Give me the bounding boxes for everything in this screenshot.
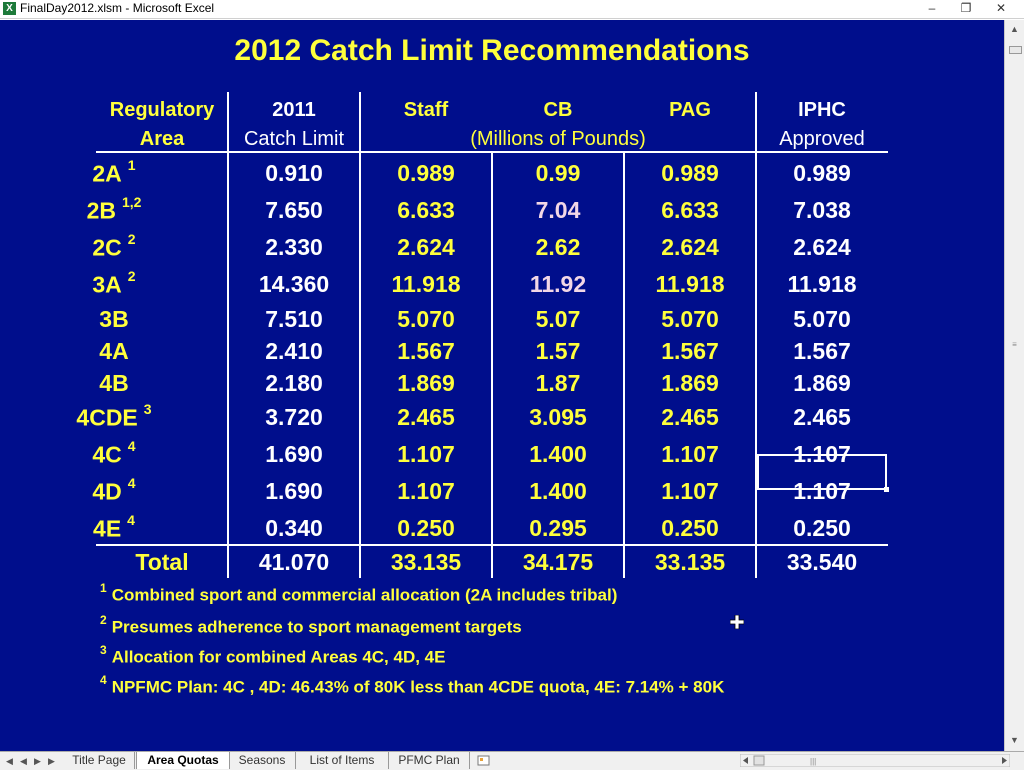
header-approved: Approved xyxy=(779,128,865,150)
cell-pag[interactable]: 1.869 xyxy=(661,370,719,396)
cell-iphc[interactable]: 7.038 xyxy=(793,197,851,223)
cell-cb[interactable]: 7.04 xyxy=(535,197,581,223)
cell-c2011[interactable]: 2.330 xyxy=(265,234,323,260)
header-regulatory: Regulatory xyxy=(109,99,215,121)
area-label[interactable] xyxy=(0,401,228,432)
header-staff: Staff xyxy=(403,99,449,121)
close-button[interactable]: ✕ xyxy=(995,1,1007,15)
area-name: 3B xyxy=(99,306,129,332)
cell-pag[interactable]: 1.567 xyxy=(661,338,719,364)
cell-pag[interactable]: 1.107 xyxy=(661,478,719,504)
cell-staff[interactable]: 2.624 xyxy=(397,234,455,260)
cell-c2011[interactable]: 1.690 xyxy=(265,441,323,467)
footnote-ref: 1,2 xyxy=(121,194,142,210)
total-pag[interactable]: 33.135 xyxy=(654,549,726,575)
area-name: 2B xyxy=(86,197,116,224)
scroll-down-icon[interactable]: ▼ xyxy=(1010,735,1019,745)
cell-iphc[interactable]: 0.250 xyxy=(793,515,851,541)
first-sheet-icon[interactable]: ◀ xyxy=(6,756,13,766)
cell-cb[interactable]: 2.62 xyxy=(535,234,581,260)
cell-c2011[interactable]: 3.720 xyxy=(265,404,323,430)
cell-cb[interactable]: 1.400 xyxy=(529,478,587,504)
cell-c2011[interactable]: 2.180 xyxy=(265,370,323,396)
cell-staff[interactable]: 2.465 xyxy=(397,404,455,430)
sheet-tab-bar xyxy=(0,751,1024,770)
area-name: 4B xyxy=(99,370,129,396)
area-label[interactable] xyxy=(0,475,228,506)
cell-c2011[interactable]: 1.690 xyxy=(265,478,323,504)
header-catch-limit: Catch Limit xyxy=(243,128,345,150)
total-2011[interactable]: 41.070 xyxy=(258,549,330,575)
cell-pag[interactable]: 0.989 xyxy=(661,160,719,186)
tab-area-quotas[interactable]: Area Quotas xyxy=(136,752,230,769)
cell-staff[interactable]: 5.070 xyxy=(397,306,455,332)
cell-pag[interactable]: 11.918 xyxy=(655,271,725,297)
cell-c2011[interactable]: 14.360 xyxy=(258,271,330,297)
area-name: 4A xyxy=(99,338,129,364)
cell-staff[interactable]: 1.869 xyxy=(397,370,455,396)
area-name: 4C xyxy=(92,441,122,468)
cell-iphc[interactable]: 1.869 xyxy=(793,370,851,396)
footnote-3: $^3$ Allocation for combined Areas 4C, 4D, 4E xyxy=(100,643,446,667)
cell-iphc[interactable]: 0.989 xyxy=(793,160,851,186)
cell-cursor-icon xyxy=(730,615,744,629)
header-pag: PAG xyxy=(669,99,711,121)
scroll-thumb[interactable] xyxy=(1009,46,1022,54)
footnote-4: $^4$ NPFMC Plan: 4C , 4D: 46.43% of 80K less than 4CDE quota, 4E: 7.14% + 80K xyxy=(100,673,725,697)
total-iphc[interactable]: 33.540 xyxy=(786,549,858,575)
window-title: FinalDay2012.xlsm - Microsoft Excel xyxy=(20,1,215,15)
scroll-up-icon[interactable]: ▲ xyxy=(1010,24,1019,34)
cell-cb[interactable]: 1.57 xyxy=(535,338,581,364)
area-label[interactable] xyxy=(0,194,228,225)
total-label[interactable]: Total xyxy=(135,549,189,575)
tab-list-of-items[interactable]: List of Items xyxy=(296,752,389,769)
footnote-2: $^2$ Presumes adherence to sport management targets xyxy=(100,613,522,637)
cell-pag[interactable]: 0.250 xyxy=(661,515,719,541)
footnote-ref: 2 xyxy=(127,231,136,247)
tab-seasons[interactable]: Seasons xyxy=(229,752,296,769)
cell-staff[interactable]: 6.633 xyxy=(397,197,455,223)
cell-c2011[interactable]: 0.340 xyxy=(265,515,323,541)
cell-staff[interactable]: 1.107 xyxy=(397,441,455,467)
area-label[interactable] xyxy=(0,231,228,262)
cell-staff[interactable]: 11.918 xyxy=(391,271,461,297)
area-label[interactable] xyxy=(0,438,228,469)
area-name: 4E xyxy=(93,515,122,542)
header-units: (Millions of Pounds) xyxy=(470,128,646,150)
cell-iphc[interactable]: 2.465 xyxy=(793,404,851,430)
area-label[interactable] xyxy=(0,512,228,543)
area-name: 3A xyxy=(92,271,122,298)
cell-pag[interactable]: 2.624 xyxy=(661,234,719,260)
footnote-ref: 3 xyxy=(143,401,152,417)
insert-sheet-icon[interactable] xyxy=(476,754,492,767)
cell-cb[interactable]: 1.400 xyxy=(529,441,587,467)
cell-c2011[interactable]: 7.510 xyxy=(265,306,323,332)
area-label[interactable] xyxy=(0,370,228,397)
cell-staff[interactable]: 1.107 xyxy=(397,478,455,504)
cell-iphc[interactable]: 1.107 xyxy=(793,441,851,467)
restore-button[interactable]: ❐ xyxy=(960,1,972,15)
tab-title-page[interactable]: Title Page xyxy=(64,752,135,769)
worksheet[interactable] xyxy=(0,20,1004,751)
area-label[interactable] xyxy=(0,306,228,333)
prev-sheet-icon[interactable]: ◀ xyxy=(20,756,27,766)
cell-iphc[interactable]: 11.918 xyxy=(787,271,857,297)
title-bar xyxy=(0,0,1024,19)
horizontal-scrollbar[interactable] xyxy=(740,754,1010,767)
area-name: 4D xyxy=(92,478,122,505)
header-iphc: IPHC xyxy=(798,99,846,121)
svg-text:|||: ||| xyxy=(810,757,817,766)
footnote-ref: 4 xyxy=(127,475,136,491)
footnote-1: $^1$ Combined sport and commercial allocation (2A includes tribal) xyxy=(100,581,618,605)
cell-cb[interactable]: 0.295 xyxy=(529,515,587,541)
area-label[interactable] xyxy=(0,268,228,299)
cell-staff[interactable]: 0.989 xyxy=(397,160,455,186)
cell-staff[interactable]: 1.567 xyxy=(397,338,455,364)
minimize-button[interactable]: – xyxy=(928,1,936,15)
cell-pag[interactable]: 2.465 xyxy=(661,404,719,430)
area-name: 2C xyxy=(92,234,122,261)
scroll-grip-icon: ≡ xyxy=(1012,340,1017,349)
total-staff[interactable]: 33.135 xyxy=(390,549,462,575)
header-area: Area xyxy=(139,128,185,150)
cell-c2011[interactable]: 2.410 xyxy=(265,338,323,364)
cell-c2011[interactable]: 0.910 xyxy=(265,160,323,186)
cell-c2011[interactable]: 7.650 xyxy=(265,197,323,223)
area-name: 4CDE xyxy=(76,404,138,431)
fill-handle[interactable] xyxy=(884,487,889,492)
selected-cell-border xyxy=(757,454,887,490)
vertical-scrollbar[interactable] xyxy=(1004,20,1024,751)
cell-pag[interactable]: 1.107 xyxy=(661,441,719,467)
next-sheet-icon[interactable]: ▶ xyxy=(34,756,41,766)
header-2011: 2011 xyxy=(272,99,316,121)
last-sheet-icon[interactable]: ▶ xyxy=(48,756,55,766)
cell-cb[interactable]: 3.095 xyxy=(529,404,587,430)
total-cb[interactable]: 34.175 xyxy=(522,549,594,575)
tab-pfmc-plan[interactable]: PFMC Plan xyxy=(389,752,470,769)
cell-cb[interactable]: 11.92 xyxy=(529,271,587,297)
cell-iphc[interactable]: 5.070 xyxy=(793,306,851,332)
footnote-ref: 1 xyxy=(127,157,136,173)
cell-staff[interactable]: 0.250 xyxy=(397,515,455,541)
area-name: 2A xyxy=(92,160,122,187)
footnote-ref: 2 xyxy=(127,268,136,284)
header-cb: CB xyxy=(543,99,573,121)
cell-pag[interactable]: 6.633 xyxy=(661,197,719,223)
cell-cb[interactable]: 1.87 xyxy=(535,370,581,396)
cell-cb[interactable]: 5.07 xyxy=(535,306,581,332)
cell-iphc[interactable]: 1.567 xyxy=(793,338,851,364)
footnote-ref: 4 xyxy=(127,512,135,528)
cell-iphc[interactable]: 2.624 xyxy=(793,234,851,260)
sheet-title: 2012 Catch Limit Recommendations xyxy=(234,34,750,67)
area-label[interactable] xyxy=(0,157,228,188)
cell-iphc[interactable]: 1.107 xyxy=(793,478,851,504)
area-label[interactable] xyxy=(0,338,228,365)
excel-icon[interactable]: X xyxy=(3,2,16,15)
cell-cb[interactable]: 0.99 xyxy=(535,160,581,186)
footnote-ref: 4 xyxy=(127,438,136,454)
cell-pag[interactable]: 5.070 xyxy=(661,306,719,332)
